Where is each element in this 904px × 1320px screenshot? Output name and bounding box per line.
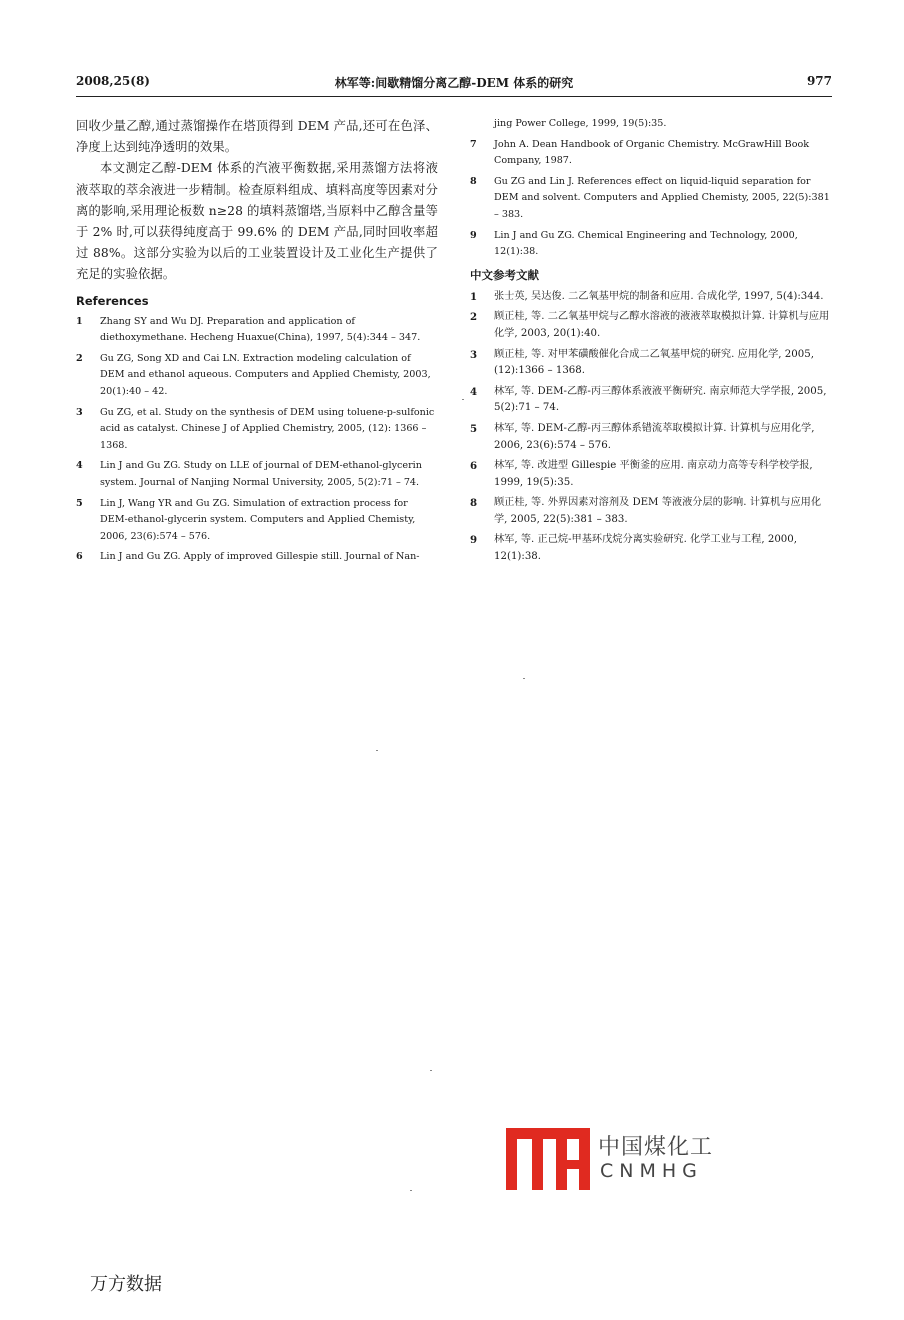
scan-speck	[410, 1190, 412, 1191]
cn-reference-item	[470, 347, 832, 380]
reference-item	[76, 351, 438, 401]
reference-number: 6	[76, 551, 83, 563]
reference-number: 2	[76, 352, 83, 364]
reference-number: 9	[470, 534, 478, 547]
running-header	[76, 74, 832, 94]
logo-gap	[517, 1139, 532, 1190]
cn-reference-item	[470, 309, 832, 342]
reference-text: 林军, 等. DEM-乙醇-丙三醇体系错流萃取模拟计算. 计算机与应用化学, 2006, 23(6):574 – 576.	[494, 422, 815, 451]
reference-item	[470, 228, 832, 261]
reference-number: 5	[76, 497, 83, 509]
reference-text: 林军, 等. DEM-乙醇-丙三醇体系液液平衡研究. 南京师范大学学报, 2005, 5(2):71 – 74.	[494, 385, 827, 414]
reference-text: Lin J, Wang YR and Gu ZG. Simulation of extraction process for DEM-ethanol-glycerin system. Computers and Applied Chemisty, 2006, 23(6):574 – 576.	[100, 497, 416, 542]
reference-text: 顾正桂, 等. 二乙氧基甲烷与乙醇水溶液的液液萃取模拟计算. 计算机与应用化学, 2003, 20(1):40.	[494, 311, 830, 339]
reference-number: 5	[470, 422, 478, 435]
scan-speck	[376, 750, 378, 751]
logo-block	[506, 1128, 517, 1190]
reference-text: Gu ZG and Lin J. References effect on liquid-liquid separation for DEM and solvent. Computers and Applied Chemisty, 2005, 22(5):381 – 383.	[494, 175, 830, 220]
logo-block	[556, 1128, 567, 1190]
reference-number: 1	[470, 290, 478, 303]
reference-text: Zhang SY and Wu DJ. Preparation and application of diethoxymethane. Hecheng Huaxue(China), 1997, 5(4):344 – 347.	[100, 315, 421, 344]
cn-reference-item	[470, 495, 832, 528]
left-column	[76, 116, 438, 570]
logo-block	[579, 1128, 590, 1190]
reference-continuation: jing Power College, 1999, 19(5):35.	[494, 118, 667, 129]
body-paragraph-2: 本文测定乙醇-DEM 体系的汽液平衡数据,采用蒸馏方法将液液萃取的萃余液进一步精制。检查原料组成、填料高度等因素对分离的影响,采用理论板数 n≥28 的填料蒸馏塔,当原料中乙醇含量等于 2% 时,可以获得纯度高于 99.6% 的 DEM 产品,同时回收率超过 88%。这部分实验为以后的工业装置设计及工业化生产提供了充足的实验依据。	[76, 161, 438, 282]
reference-text: 顾正桂, 等. 外界因素对溶剂及 DEM 等液液分层的影响. 计算机与应用化学, 2005, 22(5):381 – 383.	[494, 497, 822, 525]
logo-block	[532, 1128, 543, 1190]
page-number: 977	[806, 74, 832, 88]
reference-number: 3	[76, 406, 83, 418]
cnmhg-logo	[506, 1128, 726, 1190]
cn-references-heading: 中文参考文献	[470, 267, 539, 282]
cn-reference-item	[470, 421, 832, 454]
reference-text: 顾正桂, 等. 对甲苯磺酸催化合成二乙氧基甲烷的研究. 应用化学, 2005, (12):1366 – 1368.	[494, 348, 814, 377]
cn-reference-item	[470, 289, 832, 306]
reference-text: 林军, 等. 正己烷-甲基环戊烷分离实验研究. 化学工业与工程, 2000, 12(1):38.	[494, 534, 798, 563]
journal-issue: 2008,25(8)	[76, 74, 150, 88]
scan-speck	[462, 399, 464, 400]
scan-speck	[523, 678, 525, 679]
scan-speck	[430, 1070, 432, 1071]
reference-text: Lin J and Gu ZG. Apply of improved Gillespie still. Journal of Nan-	[100, 551, 420, 563]
logo-chinese-text: 中国煤化工	[598, 1135, 714, 1160]
reference-number: 3	[470, 348, 478, 361]
reference-number: 1	[76, 315, 83, 327]
reference-item	[76, 549, 438, 566]
right-column	[470, 116, 832, 570]
references-heading: References	[76, 293, 149, 308]
reference-number: 8	[470, 175, 477, 187]
article-title: 林军等:间歇精馏分离乙醇-DEM 体系的研究	[334, 76, 574, 90]
reference-number: 4	[76, 460, 83, 472]
reference-text: 张士英, 吴达俊. 二乙氧基甲烷的制备和应用. 合成化学, 1997, 5(4):344.	[494, 290, 824, 302]
cn-reference-item	[470, 458, 832, 491]
logo-english-text: CNMHG	[600, 1160, 703, 1182]
reference-number: 6	[470, 460, 478, 473]
cn-reference-item	[470, 532, 832, 565]
reference-text: Lin J and Gu ZG. Chemical Engineering and Technology, 2000, 12(1):38.	[494, 229, 798, 258]
reference-number: 9	[470, 229, 477, 241]
reference-item	[470, 137, 832, 170]
reference-text: Gu ZG, et al. Study on the synthesis of DEM using toluene-p-sulfonic acid as catalyst. Chinese J of Applied Chemistry, 2005, (12): 1366 – 1368.	[100, 406, 435, 451]
reference-item	[470, 174, 832, 224]
reference-text: Gu ZG, Song XD and Cai LN. Extraction modeling calculation of DEM and ethanol aqueous. Computers and Applied Chemisty, 2003, 20(1):40 – 42.	[100, 352, 431, 397]
reference-number: 8	[470, 497, 478, 510]
reference-number: 7	[470, 138, 477, 150]
logo-block	[506, 1128, 590, 1139]
body-paragraph-1: 回收少量乙醇,通过蒸馏操作在塔顶得到 DEM 产品,还可在色泽、净度上达到纯净透明的效果。	[76, 119, 438, 155]
wanfang-watermark: 万方数据	[90, 1274, 162, 1295]
cnmhg-logo-mark-icon	[506, 1128, 592, 1190]
header-rule	[76, 96, 832, 97]
reference-text: John A. Dean Handbook of Organic Chemistry. McGrawHill Book Company, 1987.	[494, 138, 810, 167]
reference-text: 林军, 等. 改进型 Gillespie 平衡釜的应用. 南京动力高等专科学校学报, 1999, 19(5):35.	[494, 460, 813, 488]
cn-reference-item	[470, 384, 832, 417]
reference-item	[76, 314, 438, 347]
reference-number: 2	[470, 311, 478, 324]
reference-item	[76, 405, 438, 455]
reference-text: Lin J and Gu ZG. Study on LLE of journal of DEM-ethanol-glycerin system. Journal of Nanjing Normal University, 2005, 5(2):71 – 74.	[100, 460, 422, 488]
reference-item	[76, 458, 438, 491]
logo-gap	[567, 1139, 579, 1160]
logo-block	[556, 1160, 590, 1169]
reference-item	[76, 496, 438, 546]
reference-number: 4	[470, 385, 478, 398]
